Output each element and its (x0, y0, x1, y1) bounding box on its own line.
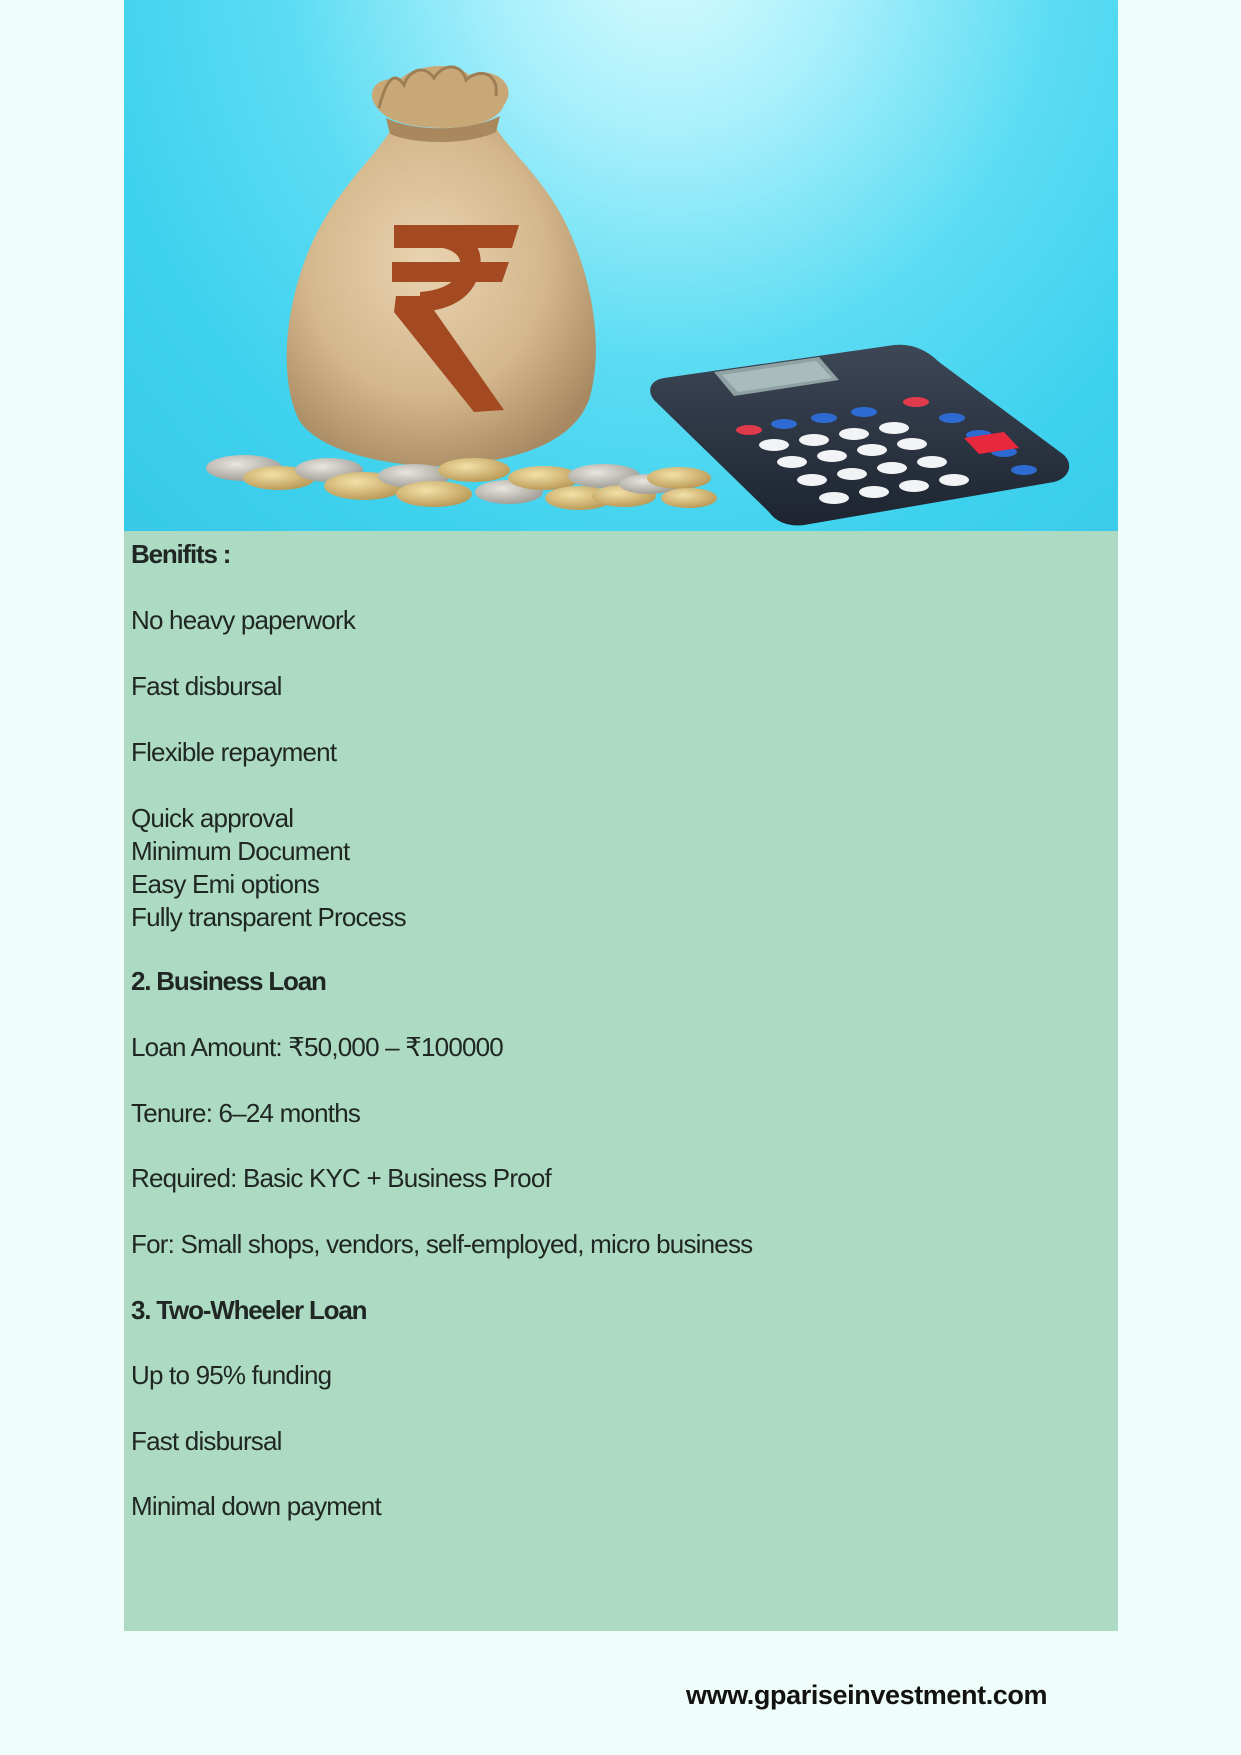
business-loan-item: Loan Amount: ₹50,000 – ₹100000 (131, 1032, 503, 1062)
coins-icon (206, 455, 717, 510)
content-panel (124, 531, 1118, 1631)
benefit-item: Minimum Document (131, 836, 350, 866)
money-bag-and-calculator-image (124, 0, 1118, 531)
two-wheeler-loan-heading: 3. Two-Wheeler Loan (131, 1295, 367, 1325)
business-loan-heading: 2. Business Loan (131, 966, 326, 996)
benefit-item: Easy Emi options (131, 869, 320, 899)
two-wheeler-loan-item: Minimal down payment (131, 1491, 381, 1521)
benefits-heading: Benifits : (131, 539, 231, 569)
hero-illustration (124, 0, 1118, 531)
benefit-item: Fully transparent Process (131, 902, 406, 932)
business-loan-item: For: Small shops, vendors, self-employed, micro business (131, 1229, 753, 1259)
website-link[interactable]: www.gpariseinvestment.com (686, 1680, 1048, 1710)
benefit-item: Flexible repayment (131, 737, 337, 767)
two-wheeler-loan-item: Fast disbursal (131, 1426, 282, 1456)
page-column (124, 0, 1118, 1631)
benefit-item: No heavy paperwork (131, 605, 356, 635)
money-bag-icon (287, 66, 596, 466)
business-loan-item: Required: Basic KYC + Business Proof (131, 1163, 551, 1193)
benefit-item: Quick approval (131, 803, 294, 833)
business-loan-item: Tenure: 6–24 months (131, 1098, 361, 1128)
two-wheeler-loan-item: Up to 95% funding (131, 1360, 332, 1390)
benefit-item: Fast disbursal (131, 671, 282, 701)
